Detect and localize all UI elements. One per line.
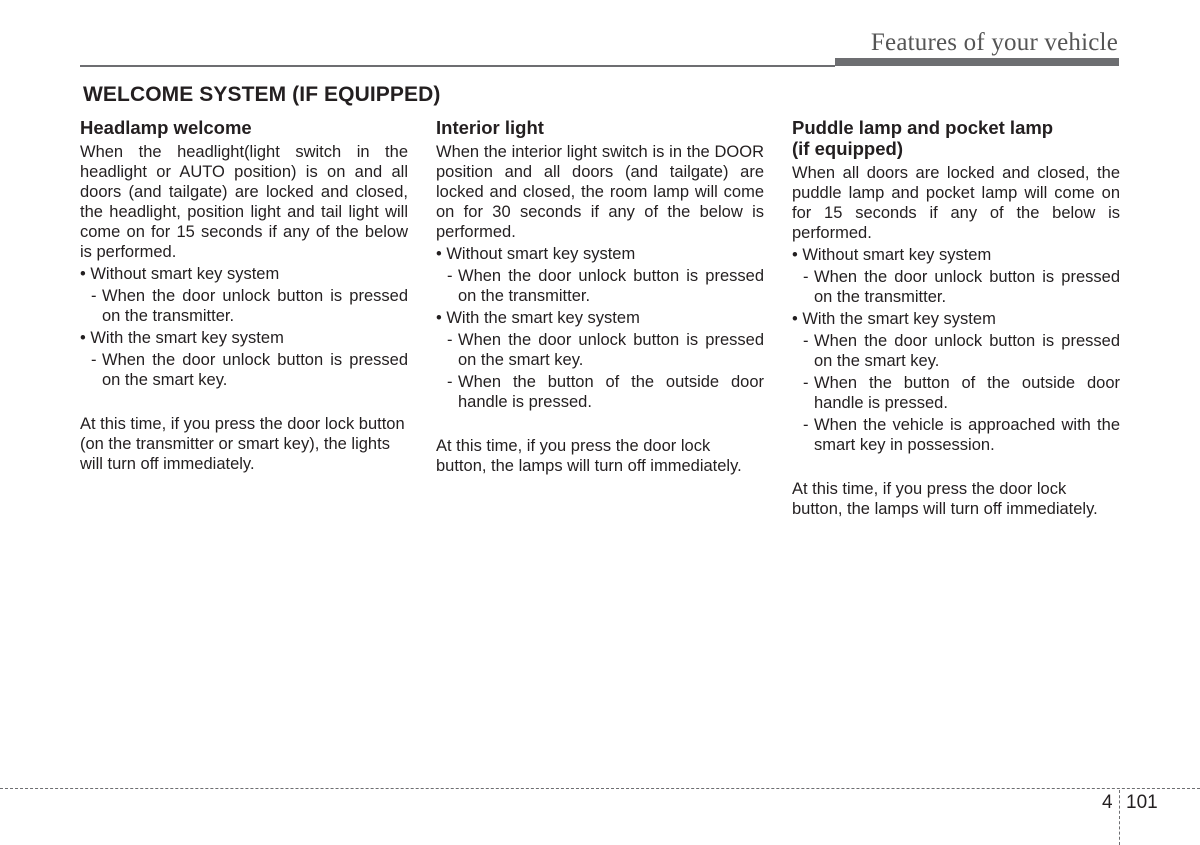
sub-item: - When the button of the outside door handle is pressed. — [792, 373, 1120, 413]
column-interior-light — [436, 117, 764, 476]
bullet-with-smart-key: • With the smart key system — [436, 309, 640, 327]
bullet-without-smart-key: • Without smart key system — [792, 246, 992, 264]
condition-list — [792, 245, 1120, 455]
sub-item: - When the door unlock button is pressed on the smart key. — [80, 350, 408, 390]
header-title: Features of your vehicle — [870, 29, 1118, 56]
column-heading: Interior light — [436, 117, 544, 138]
sub-item: - When the door unlock button is pressed on the smart key. — [792, 331, 1120, 371]
footer-page-divider — [1119, 790, 1120, 845]
closing-paragraph: At this time, if you press the door lock button (on the transmitter or smart key), the lights will turn off immediately. — [80, 415, 405, 473]
bullet-with-smart-key: • With the smart key system — [80, 329, 284, 347]
column-puddle-lamp — [792, 117, 1120, 519]
column-heading — [792, 117, 1120, 159]
condition-list — [436, 244, 764, 412]
closing-paragraph: At this time, if you press the door lock button, the lamps will turn off immediately. — [436, 437, 742, 475]
column-heading: Headlamp welcome — [80, 117, 252, 138]
sub-item: - When the vehicle is approached with the smart key in possession. — [792, 415, 1120, 455]
heading-line: (if equipped) — [792, 138, 903, 159]
closing-paragraph: At this time, if you press the door lock button, the lamps will turn off immediately. — [792, 480, 1098, 518]
bullet-with-smart-key: • With the smart key system — [792, 310, 996, 328]
sub-item: - When the door unlock button is pressed on the smart key. — [436, 330, 764, 370]
sub-item: - When the door unlock button is pressed on the transmitter. — [436, 266, 764, 306]
condition-list — [80, 264, 408, 390]
intro-paragraph: When the headlight(light switch in the headlight or AUTO position) is on and all doors (and tailgate) are locked and closed, the headlight, position light and tail light will come on for 15 seconds if any of the below is performed. — [80, 143, 408, 261]
page-number: 101 — [1126, 792, 1158, 813]
intro-paragraph: When the interior light switch is in the DOOR position and all doors (and tailgate) are locked and closed, the room lamp will come on for 30 seconds if any of the below is performed. — [436, 143, 764, 241]
column-headlamp-welcome — [80, 117, 408, 474]
sub-item: - When the door unlock button is pressed on the transmitter. — [80, 286, 408, 326]
sub-item: - When the door unlock button is pressed on the transmitter. — [792, 267, 1120, 307]
bullet-without-smart-key: • Without smart key system — [436, 245, 636, 263]
section-title: WELCOME SYSTEM (IF EQUIPPED) — [83, 83, 441, 106]
heading-line: Puddle lamp and pocket lamp — [792, 117, 1054, 138]
sub-item: - When the button of the outside door handle is pressed. — [436, 372, 764, 412]
header-rule-accent — [835, 58, 1119, 66]
header-rule — [80, 65, 835, 67]
intro-paragraph: When all doors are locked and closed, the puddle lamp and pocket lamp will come on for 15 seconds if any of the below is performed. — [792, 164, 1120, 242]
footer-divider — [0, 788, 1200, 789]
chapter-number: 4 — [1102, 792, 1113, 813]
bullet-without-smart-key: • Without smart key system — [80, 265, 280, 283]
